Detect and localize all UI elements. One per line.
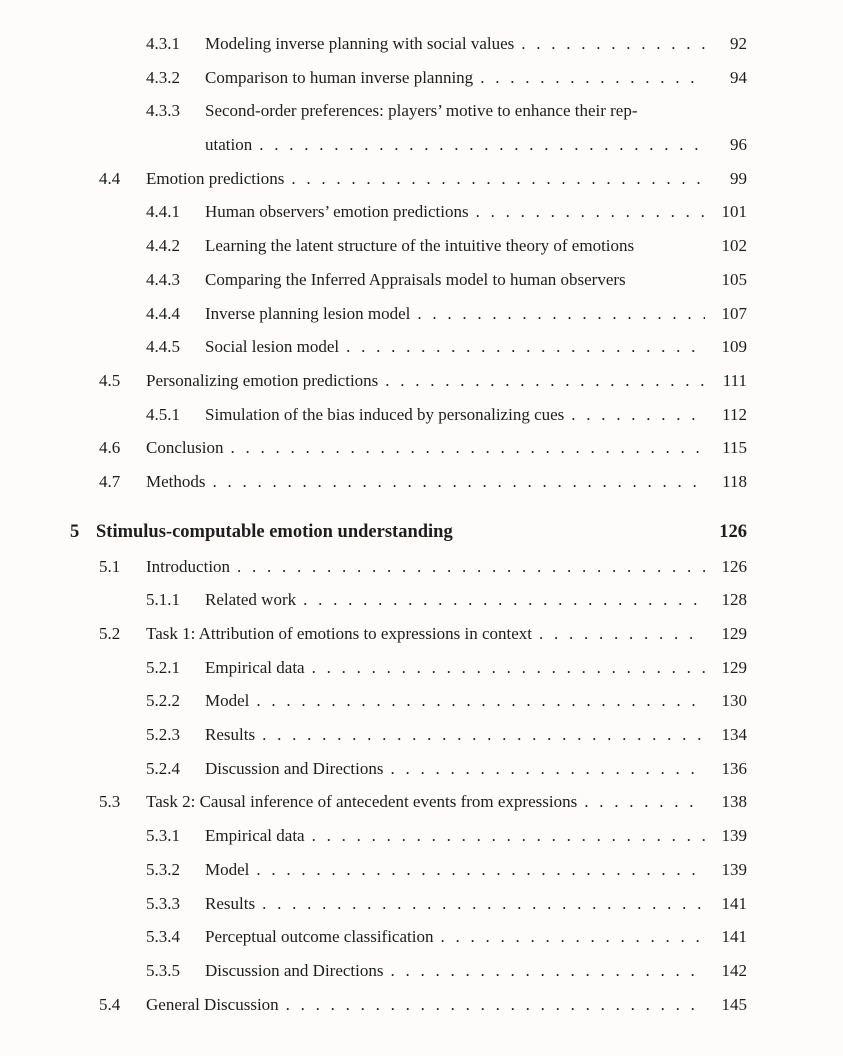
toc-entry-number: 4.7 [99, 471, 121, 491]
toc-entry [0, 304, 843, 338]
toc-page-number: 94 [730, 67, 747, 87]
toc-entry-title: Social lesion model [205, 337, 340, 357]
toc-leader-dots [259, 135, 705, 155]
toc-entry [0, 472, 843, 506]
toc-page-number: 129 [721, 624, 747, 643]
toc-entry-title: Learning the latent structure of the intuitive theory of emotions [205, 236, 635, 256]
toc-entry-number: 4.5.1 [146, 404, 180, 424]
toc-leader-dots [213, 472, 706, 492]
toc-entry [0, 202, 843, 236]
toc-entry [0, 759, 843, 793]
toc-page [0, 34, 843, 1028]
toc-entry-number: 4.5 [99, 370, 121, 390]
toc-entry-number: 5.3.3 [146, 893, 180, 913]
toc-entry [0, 68, 843, 102]
toc-entry-number: 5.2.1 [146, 657, 180, 677]
toc-entry [0, 725, 843, 759]
toc-entry [0, 894, 843, 928]
toc-leader-dots [286, 995, 705, 1015]
toc-entry-title: Emotion predictions [146, 168, 285, 188]
toc-entry-number: 4.3.3 [146, 101, 180, 121]
toc-entry-number: 4.4.2 [146, 236, 180, 256]
toc-entry-number: 5.1 [99, 556, 121, 576]
toc-page-number: 145 [721, 994, 747, 1014]
toc-entry-number: 5.2.2 [146, 691, 180, 711]
toc-entry-number: 4.4.1 [146, 202, 180, 222]
toc-entry [0, 371, 843, 405]
toc-leader-dots [385, 371, 705, 391]
toc-page-number: 126 [719, 521, 747, 542]
toc-page-number: 109 [721, 337, 747, 357]
toc-page-number: 102 [721, 236, 747, 256]
toc-entry [0, 405, 843, 439]
toc-entry-title: Perceptual outcome classification [205, 927, 434, 947]
toc-entry-title: Discussion and Directions [205, 960, 384, 980]
toc-page-number: 101 [721, 202, 747, 222]
toc-page-number: 136 [721, 758, 747, 778]
toc-entry-title: Results [205, 893, 256, 913]
toc-entry-number: 4.3.1 [146, 34, 180, 53]
toc-entry-number: 5.3.2 [146, 859, 180, 879]
toc-entry-title: General Discussion [146, 994, 279, 1014]
toc-page-number: 107 [721, 303, 747, 323]
toc-entry-number: 5 [70, 521, 80, 542]
toc-leader-dots [521, 34, 705, 54]
toc-page-number: 126 [721, 556, 747, 576]
toc-entry [0, 995, 843, 1029]
toc-page-number: 142 [721, 960, 747, 980]
toc-leader-dots [262, 725, 705, 745]
toc-entry-title: Comparison to human inverse planning [205, 67, 474, 87]
toc-entry-number: 5.2 [99, 624, 121, 643]
toc-page-number: 129 [721, 657, 747, 677]
toc-entry-number: 5.3 [99, 792, 121, 812]
toc-entry [0, 658, 843, 692]
toc-entry [0, 792, 843, 826]
toc-entry [0, 169, 843, 203]
toc-page-number: 130 [721, 691, 747, 711]
toc-page-number: 141 [721, 927, 747, 947]
toc-leader-dots [390, 759, 705, 779]
toc-entry [0, 927, 843, 961]
toc-entry-title: Related work [205, 590, 297, 610]
toc-leader-dots [291, 169, 705, 189]
toc-entry-title: Results [205, 725, 256, 745]
toc-entry-title: Empirical data [205, 826, 305, 846]
toc-page-number: 112 [722, 404, 747, 424]
toc-entry-number: 4.4 [99, 168, 121, 188]
toc-entry-title: Personalizing emotion predictions [146, 370, 379, 390]
toc-page-number: 141 [721, 893, 747, 913]
toc-leader-dots [346, 337, 705, 357]
toc-entry [0, 270, 843, 304]
toc-entry-number: 4.3.2 [146, 67, 180, 87]
toc-entry-title: Modeling inverse planning with social values [205, 34, 515, 53]
toc-entry-title: Introduction [146, 556, 231, 576]
toc-leader-dots [390, 961, 705, 981]
toc-page-number: 128 [721, 590, 747, 610]
toc-page-number: 111 [722, 370, 747, 390]
toc-page-number: 139 [721, 826, 747, 846]
toc-entry [0, 590, 843, 624]
toc-entry-title: Model [205, 691, 250, 711]
toc-leader-dots [417, 304, 705, 324]
toc-entry [0, 826, 843, 860]
toc-leader-dots [256, 691, 705, 711]
toc-leader-dots [256, 860, 705, 880]
toc-leader-dots [539, 624, 705, 644]
toc-leader-dots [303, 590, 705, 610]
toc-leader-dots [584, 792, 705, 812]
toc-leader-dots [480, 68, 705, 88]
toc-entry-number: 4.6 [99, 438, 121, 458]
toc-entry-number: 4.4.4 [146, 303, 180, 323]
toc-page-number: 105 [721, 269, 747, 289]
toc-entry-title: Second-order preferences: players’ motive to enhance their rep- [205, 101, 638, 121]
toc-entry [0, 961, 843, 995]
toc-entry [0, 236, 843, 270]
toc-entry-title: Task 2: Causal inference of antecedent events from expressions [146, 792, 578, 812]
toc-page-number: 134 [721, 725, 747, 745]
toc-entry [0, 101, 843, 135]
toc-entry-title: Conclusion [146, 438, 224, 458]
toc-page-number: 118 [722, 471, 747, 491]
toc-list [0, 34, 843, 1028]
toc-leader-dots [262, 894, 705, 914]
toc-leader-dots [230, 438, 705, 458]
toc-leader-dots [312, 658, 705, 678]
toc-entry-title: Stimulus-computable emotion understanding [96, 521, 453, 542]
toc-page-number: 115 [722, 438, 747, 458]
toc-page-number: 96 [730, 135, 747, 155]
toc-entry-title: utation [205, 135, 253, 155]
toc-entry-number: 5.2.3 [146, 725, 180, 745]
toc-entry-number: 5.2.4 [146, 758, 180, 778]
toc-leader-dots [571, 405, 705, 425]
toc-page-number: 99 [730, 168, 747, 188]
toc-entry [0, 557, 843, 591]
toc-leader-dots [237, 557, 705, 577]
toc-leader-dots [440, 927, 705, 947]
toc-entry-title: Task 1: Attribution of emotions to expressions in context [146, 624, 532, 643]
toc-entry [0, 438, 843, 472]
toc-entry [0, 624, 843, 658]
toc-page-number: 92 [730, 34, 747, 53]
toc-entry-title: Model [205, 859, 250, 879]
toc-page-number: 138 [721, 792, 747, 812]
toc-entry-number: 5.1.1 [146, 590, 180, 610]
toc-entry-title: Empirical data [205, 657, 305, 677]
toc-entry-number: 5.4 [99, 994, 121, 1014]
toc-page-number: 139 [721, 859, 747, 879]
toc-entry-number: 4.4.5 [146, 337, 180, 357]
toc-entry-number: 4.4.3 [146, 269, 180, 289]
toc-entry-number: 5.3.5 [146, 960, 180, 980]
toc-entry [0, 860, 843, 894]
toc-entry-title: Simulation of the bias induced by personalizing cues [205, 404, 565, 424]
toc-entry-title: Inverse planning lesion model [205, 303, 411, 323]
toc-leader-dots [476, 202, 705, 222]
toc-entry-title: Discussion and Directions [205, 758, 384, 778]
toc-entry [0, 522, 843, 557]
toc-entry [0, 691, 843, 725]
toc-leader-dots [312, 826, 705, 846]
toc-entry-number: 5.3.4 [146, 927, 180, 947]
toc-entry-title: Methods [146, 471, 206, 491]
toc-entry-title: Human observers’ emotion predictions [205, 202, 469, 222]
toc-entry-number: 5.3.1 [146, 826, 180, 846]
toc-entry [0, 34, 843, 68]
toc-entry [0, 337, 843, 371]
toc-entry-title: Comparing the Inferred Appraisals model to human observers [205, 269, 626, 289]
toc-entry [0, 135, 843, 169]
